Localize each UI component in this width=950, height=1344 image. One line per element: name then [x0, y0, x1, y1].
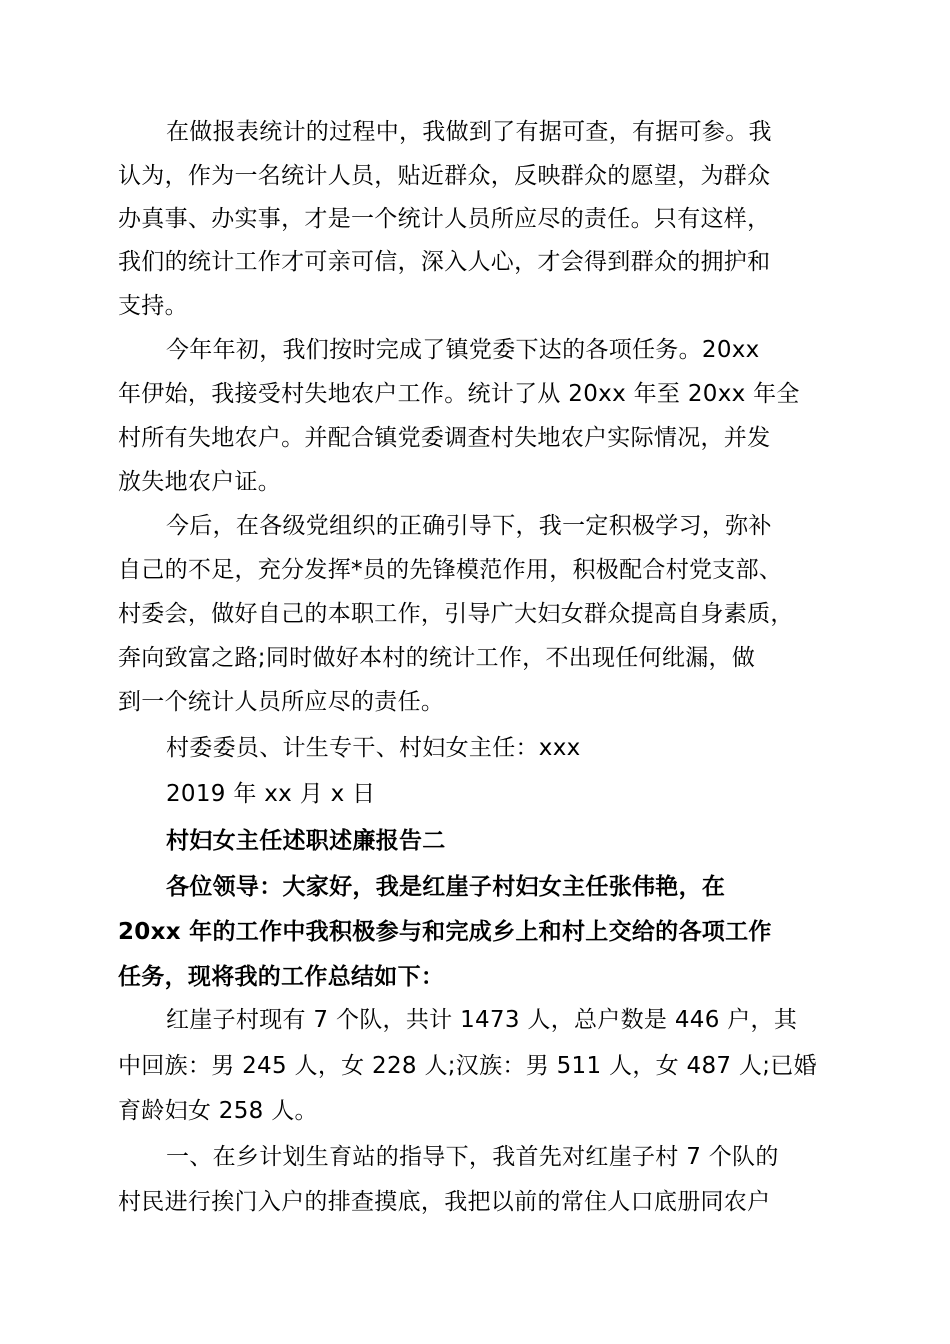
paragraph-line: 今后，在各级党组织的正确引导下，我一定积极学习，弥补 [166, 513, 772, 539]
paragraph-line: 在做报表统计的过程中，我做到了有据可查，有据可参。我 [166, 119, 772, 145]
paragraph-line: 自己的不足，充分发挥*员的先锋模范作用，积极配合村党支部、 [118, 557, 783, 583]
paragraph-line: 认为，作为一名统计人员，贴近群众，反映群众的愿望，为群众 [118, 163, 771, 189]
paragraph-line: 到一个统计人员所应尽的责任。 [118, 689, 445, 715]
paragraph-line: 村所有失地农户。并配合镇党委调查村失地农户实际情况，并发 [118, 425, 771, 451]
section-heading: 村妇女主任述职述廉报告二 [166, 828, 446, 854]
paragraph-line: 红崖子村现有 7 个队，共计 1473 人，总户数是 446 户，其 [166, 1007, 798, 1033]
paragraph-line: 中回族：男 245 人，女 228 人;汉族：男 511 人，女 487 人;已婚 [118, 1053, 817, 1079]
bold-intro-line: 20xx 年的工作中我积极参与和完成乡上和村上交给的各项工作 [118, 919, 772, 945]
paragraph-line: 奔向致富之路;同时做好本村的统计工作，不出现任何纰漏，做 [118, 645, 756, 671]
bold-intro-line: 任务，现将我的工作总结如下： [118, 964, 445, 990]
paragraph-line: 支持。 [118, 293, 188, 319]
paragraph-line: 一、在乡计划生育站的指导下，我首先对红崖子村 7 个队的 [166, 1144, 779, 1170]
signature-line: 村委委员、计生专干、村妇女主任：xxx [166, 735, 581, 761]
bold-intro-line: 各位领导：大家好，我是红崖子村妇女主任张伟艳，在 [166, 874, 726, 900]
date-line: 2019 年 xx 月 x 日 [166, 781, 376, 807]
paragraph-line: 年伊始，我接受村失地农户工作。统计了从 20xx 年至 20xx 年全 [118, 381, 800, 407]
paragraph-line: 育龄妇女 258 人。 [118, 1098, 318, 1124]
paragraph-line: 办真事、办实事，才是一个统计人员所应尽的责任。只有这样， [118, 206, 771, 232]
paragraph-line: 村民进行挨门入户的排查摸底，我把以前的常住人口底册同农户 [118, 1189, 771, 1215]
paragraph-line: 我们的统计工作才可亲可信，深入人心，才会得到群众的拥护和 [118, 249, 771, 275]
paragraph-line: 放失地农户证。 [118, 469, 282, 495]
paragraph-line: 村委会，做好自己的本职工作，引导广大妇女群众提高自身素质， [118, 601, 794, 627]
paragraph-line: 今年年初，我们按时完成了镇党委下达的各项任务。20xx [166, 337, 760, 363]
